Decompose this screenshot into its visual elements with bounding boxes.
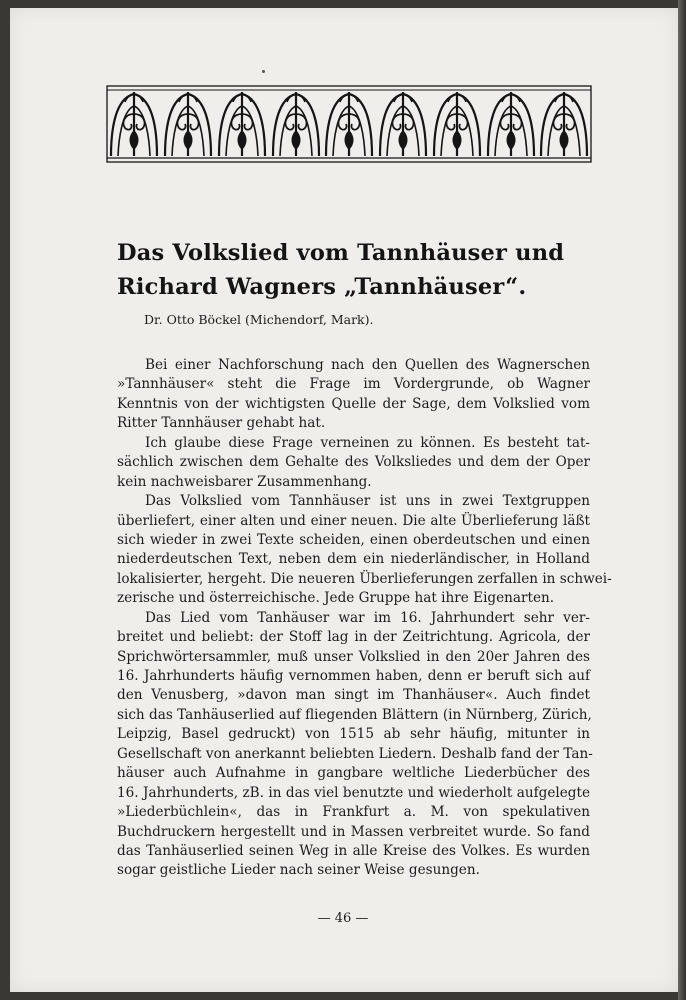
body-text-line: sich das Tanhäuserlied auf fliegenden Blättern (in Nürnberg, Zürich,	[117, 706, 592, 723]
body-text-line: Das Lied vom Tanhäuser war im 16. Jahrhundert sehr ver-	[145, 609, 590, 626]
body-text-line: Bei einer Nachforschung nach den Quellen des Wagnerschen	[145, 357, 590, 373]
body-text-line: »Liederbüchlein«, das in Frankfurt a. M. von spekulativen	[117, 804, 590, 821]
body-text-line: »Tannhäuser« steht die Frage im Vordergrunde, ob Wagner	[117, 376, 590, 393]
page-number: — 46 —	[317, 911, 369, 926]
body-text-line: Sprichwörtersammler, muß unser Volkslied in den 20er Jahren des	[117, 648, 590, 665]
author-line: Dr. Otto Böckel (Michendorf, Mark).	[144, 312, 374, 327]
title-line-2: Richard Wagners „Tannhäuser“.	[117, 274, 527, 300]
art-nouveau-ornament	[106, 84, 592, 164]
body-text-line: breitet und beliebt: der Stoff lag in der Zeitrichtung. Agricola, der	[117, 629, 590, 646]
title-line-1: Das Volkslied vom Tannhäuser und	[117, 240, 565, 266]
paper-speck	[262, 70, 265, 73]
body-text-line: 16. Jahrhunderts häufig vernommen haben, denn er beruft sich auf	[117, 668, 590, 684]
body-text-line: niederdeutschen Text, neben dem ein niederländischer, in Holland	[117, 551, 590, 568]
body-text-line: Ritter Tannhäuser gehabt hat.	[117, 415, 326, 432]
body-text-line: Ich glaube diese Frage verneinen zu können. Es besteht tat-	[145, 434, 590, 451]
body-text-line: 16. Jahrhunderts, zB. in das viel benutzte und wiederholt aufgelegte	[117, 784, 590, 801]
body-text-line: kein nachweisbarer Zusammenhang.	[117, 473, 372, 490]
article-body	[117, 356, 612, 881]
body-text-line: Gesellschaft von anerkannt beliebten Liedern. Deshalb fand der Tan-	[117, 745, 593, 762]
body-text-line: häuser auch Aufnahme in gangbare weltliche Liederbücher des	[117, 765, 590, 782]
body-text-line: sich wieder in zwei Texte scheiden, einen oberdeutschen und einen	[117, 531, 590, 548]
body-text-line: lokalisierter, hergeht. Die neueren Überlieferungen zerfallen in schwei-	[117, 570, 612, 587]
article-title	[117, 236, 577, 304]
body-text-line: sogar geistliche Lieder nach seiner Weise gesungen.	[117, 862, 480, 879]
body-text-line: Buchdruckern hergestellt und in Massen verbreitet wurde. So fand	[117, 823, 590, 840]
body-text-line: sächlich zwischen dem Gehalte des Volksliedes und dem der Oper	[117, 454, 590, 471]
body-text-line: Das Volkslied vom Tannhäuser ist uns in zwei Textgruppen	[145, 493, 590, 510]
body-text-line: Leipzig, Basel gedruckt) von 1515 ab sehr häufig, mitunter in	[117, 726, 590, 743]
body-text-line: das Tanhäuserlied seinen Weg in alle Kreise des Volkes. Es wurden	[117, 842, 590, 859]
body-text-line: Kenntnis von der wichtigsten Quelle der Sage, dem Volkslied vom	[117, 395, 590, 412]
body-text-line: den Venusberg, »davon man singt im Thanhäuser«. Auch findet	[117, 687, 590, 704]
book-edge	[678, 0, 686, 1000]
body-text-line: zerische und österreichische. Jede Gruppe hat ihre Eigenarten.	[117, 590, 555, 607]
body-text-line: überliefert, einer alten und einer neuen. Die alte Überlieferung läßt	[117, 512, 590, 529]
